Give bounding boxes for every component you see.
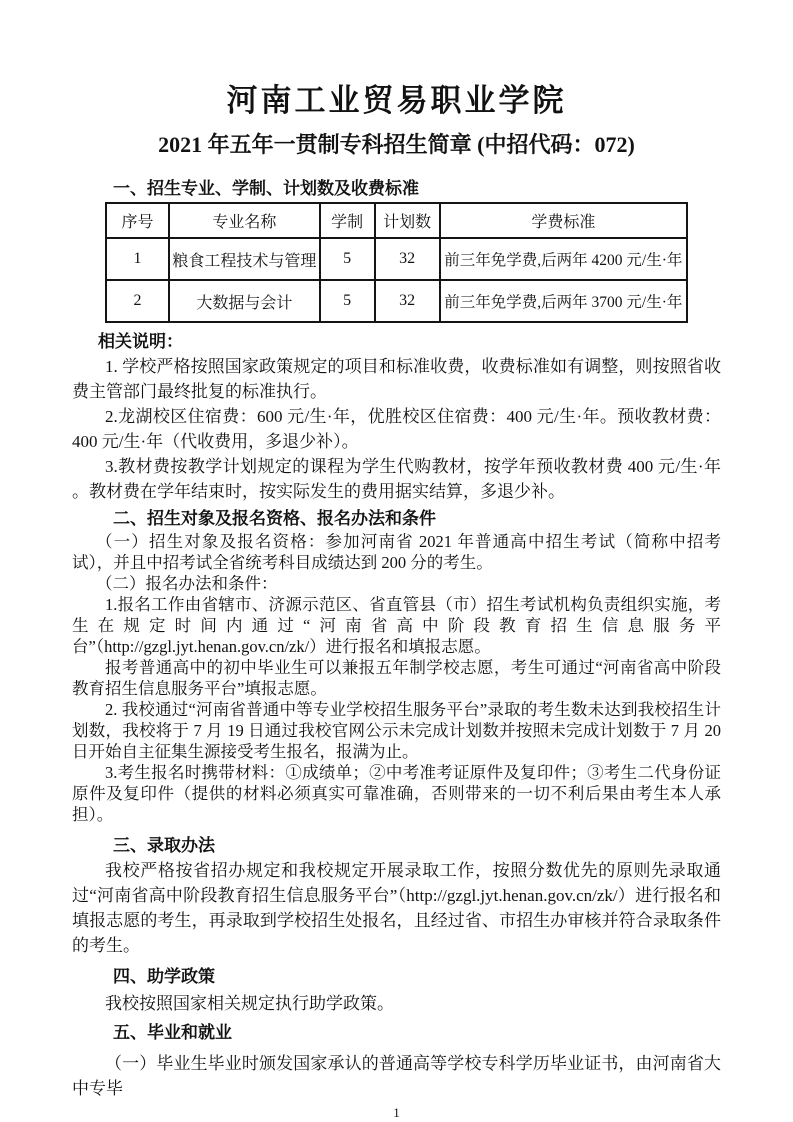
cell-duration: 5	[320, 280, 375, 322]
section-heading-enrollment-plan: 一、招生专业、学制、计划数及收费标准	[113, 179, 419, 198]
paragraph-dual-application: 报考普通高中的初中毕业生可以兼报五年制学校志愿，考生可通过“河南省高中阶段教育招生信息服务平台”填报志愿。	[72, 658, 721, 698]
note-paragraph-1: 1. 学校严格按照国家政策规定的项目和标准收费，收费标准如有调整，则按照省收费主管部门最终批复的标准执行。	[72, 357, 721, 401]
paragraph-supplementary-recruitment: 2. 我校通过“河南省普通中等专业学校招生服务平台”录取的考生数未达到我校招生计划数，我校将于 7 月 19 日通过我校官网公示未完成计划数并按照未完成计划数于 7 月 20 日开始自主征集生源接受考生报名，报满为止。	[72, 700, 721, 761]
page-number: 1	[393, 1105, 400, 1120]
col-header-duration: 学制	[320, 203, 375, 238]
paragraph-method-title: （二）报名办法和条件：	[96, 574, 278, 593]
table-row	[106, 280, 687, 322]
section-heading-financial-aid: 四、助学政策	[113, 967, 215, 986]
cell-tuition: 前三年免学费,后两年 3700 元/生·年	[440, 280, 687, 322]
paragraph-admission-rules: 我校严格按省招办规定和我校规定开展录取工作，按照分数优先的原则先录取通过“河南省高中阶段教育招生信息服务平台”（http://gzgl.jyt.henan.gov.cn/zk/）进行报名和填报志愿的考生，再录取到学校招生处报名，且经过省、市招生办审核并符合录取条件的考生。	[72, 861, 721, 955]
section-heading-application: 二、招生对象及报名资格、报名办法和条件	[113, 509, 436, 528]
paragraph-required-materials: 3.考生报名时携带材料：①成绩单；②中考准考证原件及复印件；③考生二代身份证原件及复印件（提供的材料必须真实可靠准确，否则带来的一切不利后果由考生本人承担）。	[72, 763, 721, 824]
table-header-row	[106, 203, 687, 238]
cell-duration: 5	[320, 238, 375, 280]
paragraph-financial-aid: 我校按照国家相关规定执行助学政策。	[105, 994, 394, 1013]
note-paragraph-3: 3.教材费按教学计划规定的课程为学生代购教材，按学年预收教材费 400 元/生·年 。教材费在学年结束时，按实际发生的费用据实结算，多退少补。	[72, 457, 721, 501]
notes-heading: 相关说明：	[98, 332, 183, 351]
cell-plan-count: 32	[375, 238, 440, 280]
cell-major-name: 粮食工程技术与管理	[169, 238, 320, 280]
col-header-major-name: 专业名称	[169, 203, 320, 238]
paragraph-registration-platform: 1.报名工作由省辖市、济源示范区、省直管县（市）招生考试机构负责组织实施，考生在规定时间内通过“河南省高中阶段教育招生信息服务平台”（http://gzgl.jyt.henan.gov.cn/zk/）进行报名和填报志愿。	[72, 595, 721, 656]
cell-index: 2	[106, 280, 169, 322]
col-header-plan-count: 计划数	[375, 203, 440, 238]
col-header-index: 序号	[106, 203, 169, 238]
paragraph-eligibility: （一）招生对象及报名资格：参加河南省 2021 年普通高中招生考试（简称中招考试），并且中招考试全省统考科目成绩达到 200 分的考生。	[72, 532, 721, 572]
section-heading-admission: 三、录取办法	[113, 836, 215, 855]
col-header-tuition: 学费标准	[440, 203, 687, 238]
note-paragraph-2: 2.龙湖校区住宿费：600 元/生·年，优胜校区住宿费：400 元/生·年。预收教材费：400 元/生·年（代收费用，多退少补）。	[72, 407, 721, 451]
cell-index: 1	[106, 238, 169, 280]
table-row	[106, 238, 687, 280]
cell-major-name: 大数据与会计	[169, 280, 320, 322]
doc-title: 河南工业贸易职业学院	[226, 83, 567, 118]
cell-plan-count: 32	[375, 280, 440, 322]
program-table	[105, 202, 688, 323]
section-heading-graduation: 五、毕业和就业	[113, 1023, 232, 1042]
section-application-body	[72, 531, 721, 825]
cell-tuition: 前三年免学费,后两年 4200 元/生·年	[440, 238, 687, 280]
doc-subtitle: 2021 年五年一贯制专科招生简章 (中招代码：072)	[158, 132, 635, 157]
paragraph-graduation: （一）毕业生毕业时颁发国家承认的普通高等学校专科学历毕业证书，由河南省大中专毕	[72, 1054, 721, 1098]
